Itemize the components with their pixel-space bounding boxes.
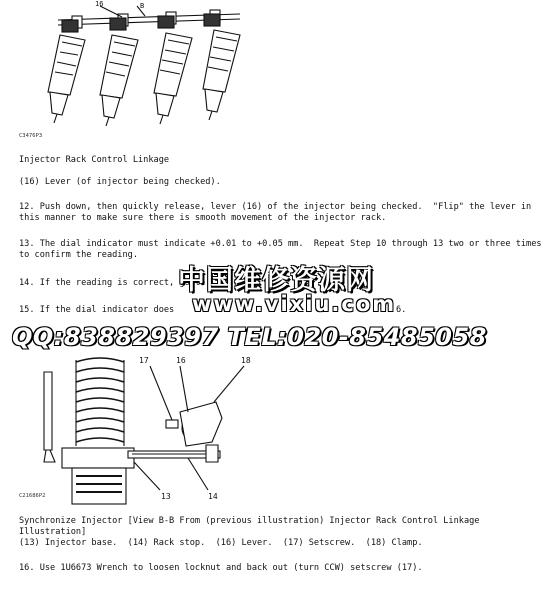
figure-injector-linkage xyxy=(0,0,549,140)
figure-code: C21686P2 xyxy=(19,493,46,499)
watermark-contact: QQ:838829397 TEL:020-85485058 xyxy=(12,323,487,351)
figure-legend: (13) Injector base. (14) Rack stop. (16) Lever. (17) Setscrew. (18) Clamp. xyxy=(19,538,423,548)
step-15: 15. If the dial indicator does xyxy=(19,305,175,315)
watermark-url: www.vixiu.com xyxy=(192,292,397,316)
callout-17: 17 xyxy=(139,356,149,365)
callout-16: 16 xyxy=(176,356,186,365)
step-16: 16. Use 1U6673 Wrench to loosen locknut and back out (turn CCW) setscrew (17). xyxy=(19,563,423,573)
figure-legend: (16) Lever (of injector being checked). xyxy=(19,177,221,187)
watermark-cn: 中国维修资源网 xyxy=(178,265,374,296)
figure-caption: Injector Rack Control Linkage xyxy=(19,155,170,165)
callout-13: 13 xyxy=(161,492,171,501)
callout-18: 18 xyxy=(241,356,251,365)
figure-synchronize-injector xyxy=(0,350,549,510)
callout-16: 16 xyxy=(95,0,104,8)
figure-caption: Synchronize Injector [View B-B From (previous illustration) Injector Rack Control Linkage Illustration] xyxy=(19,516,485,537)
step-13: 13. The dial indicator must indicate +0.01 to +0.05 mm. Repeat Step 10 through 13 two or three times to confirm the reading. xyxy=(19,239,542,260)
callout-14: 14 xyxy=(208,492,218,501)
injector-linkage-drawing xyxy=(0,0,549,140)
figure-code: C3476P3 xyxy=(19,133,43,139)
step-15-end: 6. xyxy=(396,305,407,315)
synchronize-injector-drawing xyxy=(0,350,549,510)
callout-b: B xyxy=(140,2,145,10)
step-12: 12. Push down, then quickly release, lever (16) of the injector being checked. "Flip" the lever in this manner to make sure there is smooth movement of the injector rack. xyxy=(19,202,532,223)
step-14: 14. If the reading is correct, go to xyxy=(19,278,206,288)
